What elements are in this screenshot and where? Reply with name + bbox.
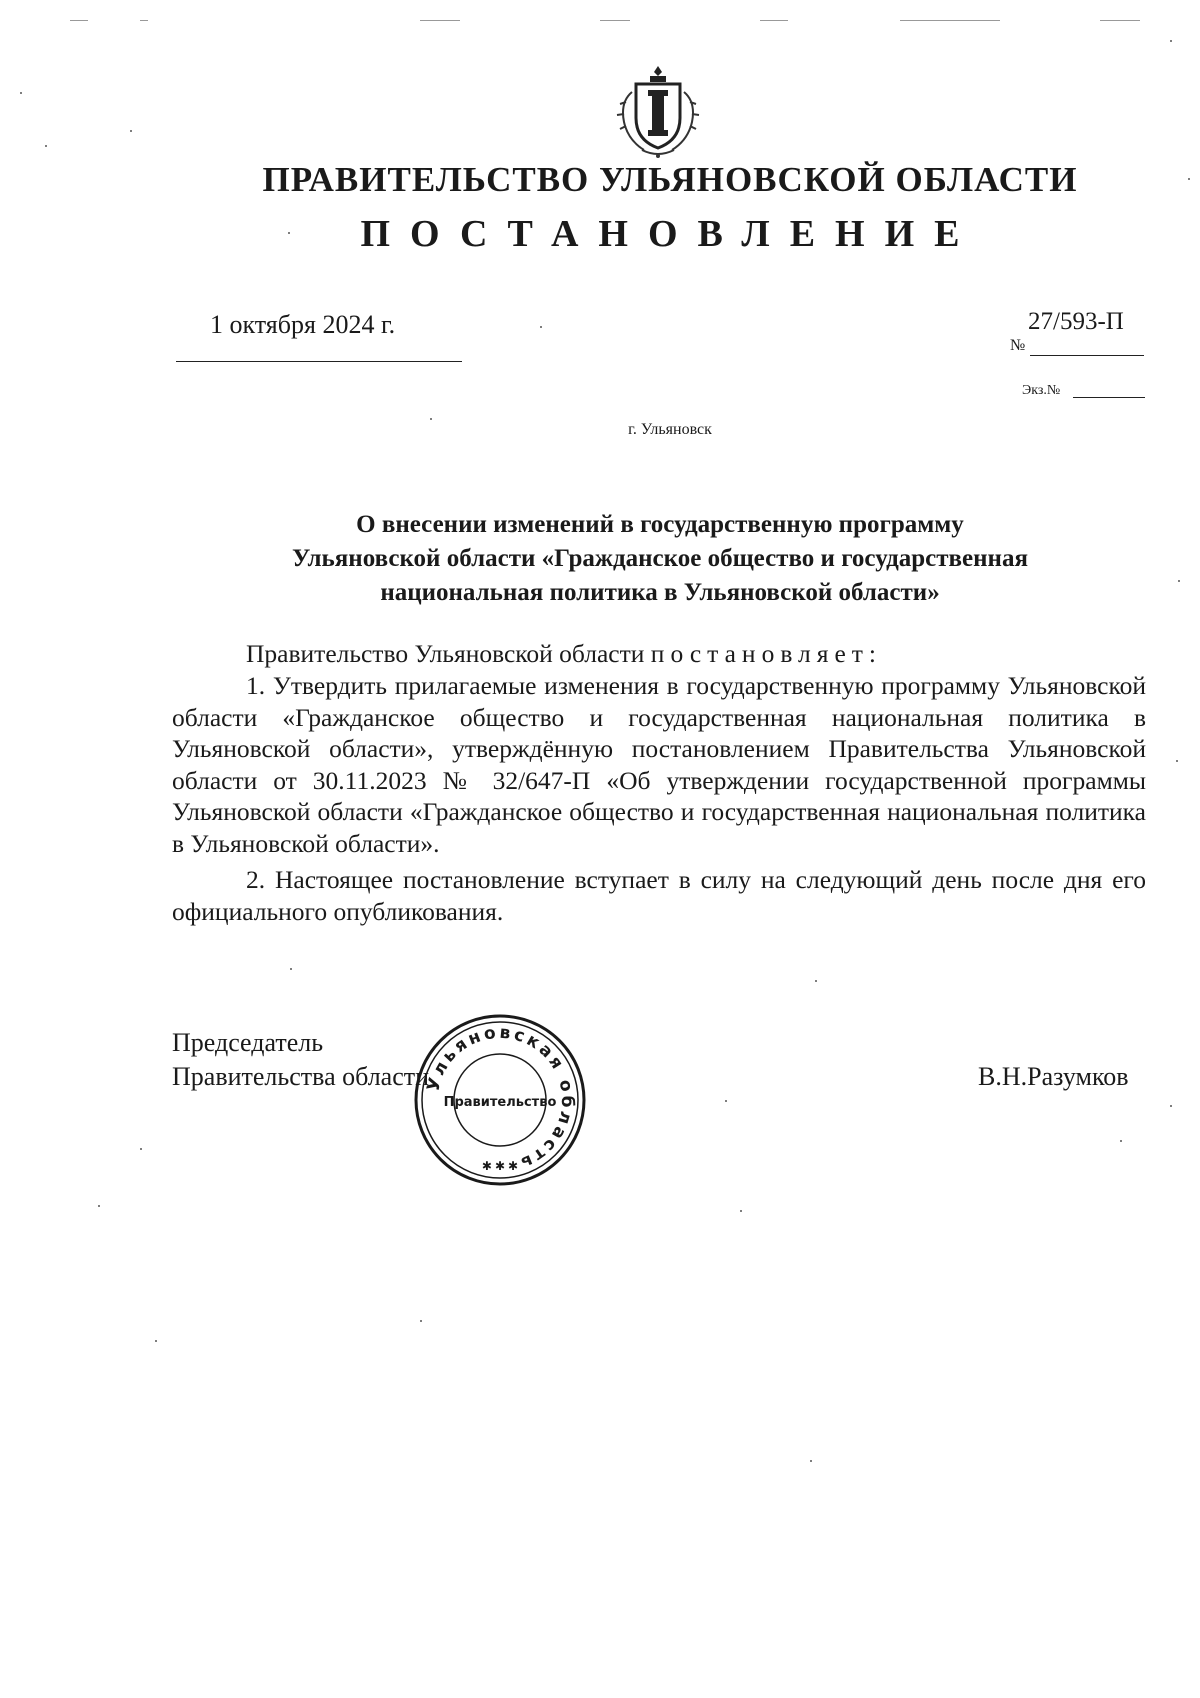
document-number: 27/593-П bbox=[1028, 308, 1124, 335]
seal-center-text: Правительство bbox=[443, 1095, 557, 1110]
seal-ring-text: Ульяновская область bbox=[423, 1022, 578, 1174]
subject-line: О внесении изменений в государственную программу bbox=[356, 511, 964, 538]
signer-position-line1: Председатель bbox=[172, 1028, 324, 1057]
signer-position-line2: Правительства области bbox=[172, 1062, 430, 1091]
item-2-paragraph: 2. Настоящее постановление вступает в силу на следующий день после дня его официального опубликования. bbox=[172, 865, 1146, 926]
document-type-title: ПОСТАНОВЛЕНИЕ bbox=[360, 213, 980, 255]
subject-line: национальная политика в Ульяновской области» bbox=[380, 579, 940, 606]
item-1-paragraph: 1. Утвердить прилагаемые изменения в государственную программу Ульяновской области «Гражданское общество и государственная национальная политика в Ульяновской области», утверждённую постановлением Правительства Ульяновской области от 30.11.2023 № 32/647-П «Об утверждении государственной программы Ульяновской области «Гражданское общество и государственная национальная политика в Ульяновской области». bbox=[172, 671, 1146, 858]
city: г. Ульяновск bbox=[628, 421, 712, 438]
intro-verb: постановляет: bbox=[650, 639, 883, 668]
document-date: 1 октября 2024 г. bbox=[210, 310, 396, 339]
subject-line: Ульяновской области «Гражданское общество и государственная bbox=[292, 545, 1028, 572]
copy-number-label: Экз.№ bbox=[1022, 383, 1061, 398]
number-label: № bbox=[1010, 337, 1026, 354]
date-underline bbox=[176, 361, 462, 362]
intro-paragraph bbox=[172, 638, 1146, 670]
number-underline bbox=[1030, 355, 1144, 356]
svg-text:✱ ✱ ✱: ✱ ✱ ✱ bbox=[481, 1159, 519, 1173]
coat-of-arms-emblem bbox=[612, 62, 704, 160]
copy-number-underline bbox=[1073, 397, 1145, 398]
signer-name: В.Н.Разумков bbox=[978, 1062, 1129, 1091]
document-subject bbox=[180, 508, 1140, 610]
official-seal bbox=[410, 1010, 590, 1190]
intro-text: Правительство Ульяновской области bbox=[246, 639, 651, 668]
government-title: ПРАВИТЕЛЬСТВО УЛЬЯНОВСКОЙ ОБЛАСТИ bbox=[262, 160, 1078, 199]
